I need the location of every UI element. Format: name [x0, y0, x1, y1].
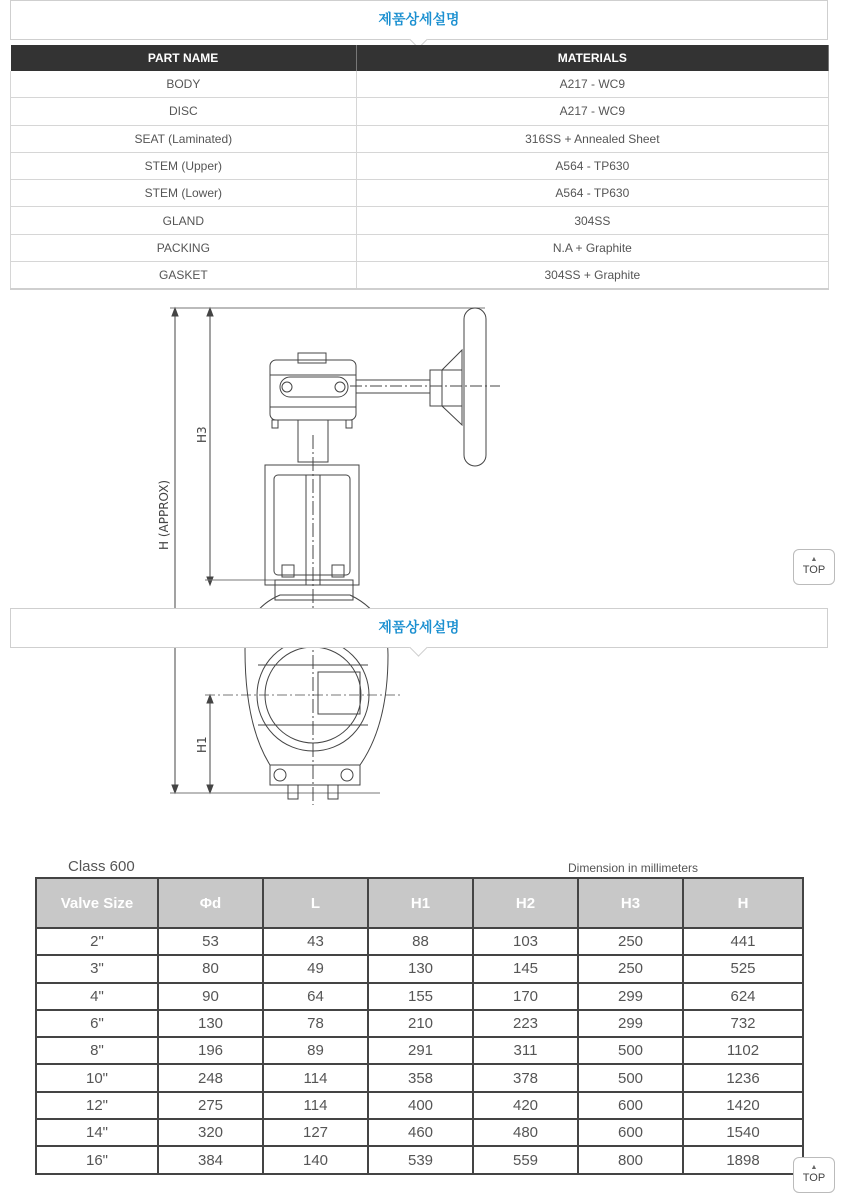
cell: 80	[158, 955, 263, 982]
table-row	[36, 1119, 803, 1146]
cell: 539	[368, 1146, 473, 1173]
top-button-label: TOP	[802, 1172, 826, 1184]
table-row	[11, 207, 829, 234]
cell: 291	[368, 1037, 473, 1064]
cell: 1102	[683, 1037, 803, 1064]
arrow-head	[207, 695, 213, 703]
cell: 2"	[36, 928, 158, 955]
table-row	[11, 125, 829, 152]
material-cell: A217 - WC9	[356, 71, 828, 98]
label-h1: H1	[195, 736, 209, 753]
cell: 248	[158, 1064, 263, 1091]
material-cell: N.A + Graphite	[356, 234, 828, 261]
section-title: 제품상세설명	[378, 12, 460, 28]
material-cell: A217 - WC9	[356, 98, 828, 125]
handwheel	[464, 308, 486, 466]
header-h: H	[683, 878, 803, 928]
cell: 732	[683, 1010, 803, 1037]
section-header-product-details-sticky	[10, 608, 828, 648]
material-cell: A564 - TP630	[356, 180, 828, 207]
bolt	[288, 785, 298, 799]
cell: 53	[158, 928, 263, 955]
part-name-cell: DISC	[11, 98, 357, 125]
cell: 1420	[683, 1092, 803, 1119]
cell: 600	[578, 1092, 683, 1119]
table-row	[11, 180, 829, 207]
cell: 358	[368, 1064, 473, 1091]
cell: 275	[158, 1092, 263, 1119]
cell: 145	[473, 955, 578, 982]
gear-slot	[280, 377, 348, 397]
cell: 8"	[36, 1037, 158, 1064]
cell: 500	[578, 1064, 683, 1091]
wheel-bracket	[442, 350, 462, 425]
header-valve-size: Valve Size	[36, 878, 158, 928]
cell: 320	[158, 1119, 263, 1146]
cell: 223	[473, 1010, 578, 1037]
lug-bolt-hole	[274, 769, 286, 781]
cell: 4"	[36, 983, 158, 1010]
material-cell: 304SS + Graphite	[356, 262, 828, 290]
arrow-head	[207, 577, 213, 585]
label-h-approx: H (APPROX)	[157, 479, 171, 550]
cell: 90	[158, 983, 263, 1010]
table-row	[11, 71, 829, 98]
header-l: L	[263, 878, 368, 928]
cell: 64	[263, 983, 368, 1010]
gear-bolt	[282, 382, 292, 392]
material-cell: A564 - TP630	[356, 152, 828, 179]
cell: 400	[368, 1092, 473, 1119]
dimension-table-header-row	[36, 878, 803, 928]
table-row	[11, 98, 829, 125]
arrow-head	[172, 785, 178, 793]
arrow-up-icon: ▲	[810, 556, 818, 563]
cell: 600	[578, 1119, 683, 1146]
cell: 6"	[36, 1010, 158, 1037]
cell: 114	[263, 1092, 368, 1119]
cell: 10"	[36, 1064, 158, 1091]
cell: 16"	[36, 1146, 158, 1173]
part-name-cell: STEM (Lower)	[11, 180, 357, 207]
cell: 460	[368, 1119, 473, 1146]
cell: 140	[263, 1146, 368, 1173]
lug-bolt-hole	[341, 769, 353, 781]
table-row	[11, 234, 829, 261]
dimension-table	[35, 877, 804, 1175]
cell: 378	[473, 1064, 578, 1091]
section-title: 제품상세설명	[378, 620, 460, 636]
cell: 103	[473, 928, 578, 955]
table-row	[36, 1146, 803, 1173]
cell: 12"	[36, 1092, 158, 1119]
shaft-housing	[430, 370, 462, 406]
table-row	[36, 1010, 803, 1037]
cell: 250	[578, 928, 683, 955]
arrow-head	[172, 308, 178, 316]
table-row	[36, 955, 803, 982]
table-row	[36, 1092, 803, 1119]
header-materials: MATERIALS	[356, 45, 828, 71]
part-name-cell: GLAND	[11, 207, 357, 234]
header-h3: H3	[578, 878, 683, 928]
table-row	[11, 262, 829, 290]
header-phi-d: Φd	[158, 878, 263, 928]
cell: 89	[263, 1037, 368, 1064]
cell: 624	[683, 983, 803, 1010]
table-row	[11, 152, 829, 179]
cell: 299	[578, 1010, 683, 1037]
unit-note: Dimension in millimeters	[568, 861, 699, 875]
part-name-cell: GASKET	[11, 262, 357, 290]
yoke-bracket	[265, 465, 359, 585]
part-name-cell: STEM (Upper)	[11, 152, 357, 179]
cell: 78	[263, 1010, 368, 1037]
material-cell: 304SS	[356, 207, 828, 234]
class-label: Class 600	[68, 858, 135, 875]
cell: 3"	[36, 955, 158, 982]
header-part-name: PART NAME	[11, 45, 357, 71]
cell: 14"	[36, 1119, 158, 1146]
table-row	[36, 983, 803, 1010]
arrow-up-icon: ▲	[810, 1164, 818, 1171]
cell: 559	[473, 1146, 578, 1173]
cell: 311	[473, 1037, 578, 1064]
cell: 170	[473, 983, 578, 1010]
scroll-to-top-button-bottom[interactable]	[793, 1157, 835, 1193]
cell: 1898	[683, 1146, 803, 1173]
section-header-product-details	[10, 0, 828, 40]
header-h2: H2	[473, 878, 578, 928]
cell: 196	[158, 1037, 263, 1064]
cell: 384	[158, 1146, 263, 1173]
cell: 155	[368, 983, 473, 1010]
gear-bolt	[335, 382, 345, 392]
valve-technical-drawing	[150, 295, 530, 815]
cell: 1236	[683, 1064, 803, 1091]
cell: 250	[578, 955, 683, 982]
cell: 441	[683, 928, 803, 955]
arrow-head	[207, 785, 213, 793]
cell: 480	[473, 1119, 578, 1146]
cell: 500	[578, 1037, 683, 1064]
cell: 130	[368, 955, 473, 982]
cell: 299	[578, 983, 683, 1010]
cell: 127	[263, 1119, 368, 1146]
gear-box-cap	[298, 353, 326, 363]
arrow-head	[207, 308, 213, 316]
cell: 43	[263, 928, 368, 955]
disc-boss	[318, 672, 360, 714]
scroll-to-top-button[interactable]	[793, 549, 835, 585]
part-name-cell: BODY	[11, 71, 357, 98]
cell: 88	[368, 928, 473, 955]
material-cell: 316SS + Annealed Sheet	[356, 125, 828, 152]
bolt	[272, 420, 278, 428]
table-row	[36, 1037, 803, 1064]
body-lugs	[270, 765, 360, 785]
part-name-cell: SEAT (Laminated)	[11, 125, 357, 152]
cell: 49	[263, 955, 368, 982]
top-button-label: TOP	[802, 564, 826, 576]
table-row	[36, 928, 803, 955]
cell: 800	[578, 1146, 683, 1173]
yoke-window	[274, 475, 350, 575]
bolt	[328, 785, 338, 799]
cell: 114	[263, 1064, 368, 1091]
cell: 420	[473, 1092, 578, 1119]
table-row	[36, 1064, 803, 1091]
cell: 130	[158, 1010, 263, 1037]
parts-materials-table	[10, 45, 829, 290]
cell: 525	[683, 955, 803, 982]
cell: 1540	[683, 1119, 803, 1146]
cell: 210	[368, 1010, 473, 1037]
label-h3: H3	[195, 426, 209, 443]
header-h1: H1	[368, 878, 473, 928]
bolt	[346, 420, 352, 428]
part-name-cell: PACKING	[11, 234, 357, 261]
packing-flange	[275, 580, 353, 600]
parts-table-header-row	[11, 45, 829, 71]
